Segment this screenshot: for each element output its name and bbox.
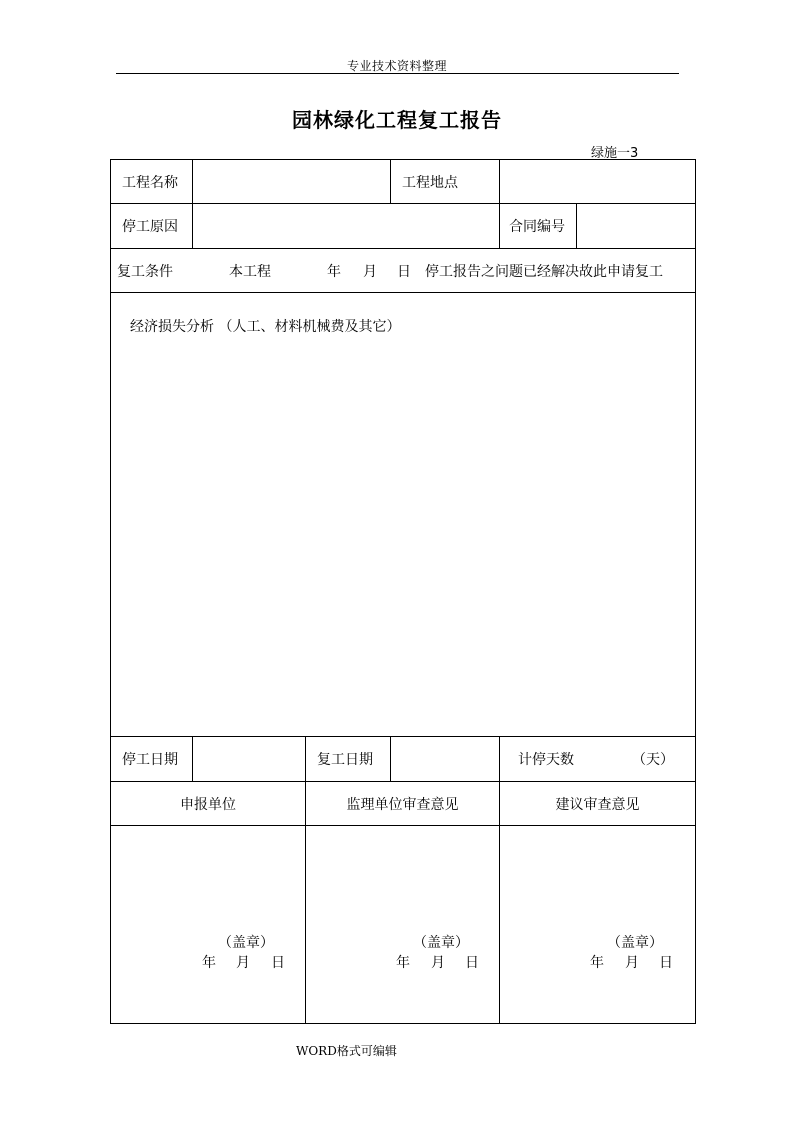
resume-date-label: 复工日期 (306, 737, 391, 782)
resume-condition-label: 复工条件 (117, 264, 173, 280)
supervision-day: 日 (465, 955, 479, 971)
stop-date-field[interactable] (193, 737, 306, 782)
resume-date-field[interactable] (391, 737, 500, 782)
suggested-day: 日 (659, 955, 673, 971)
stop-date-label: 停工日期 (111, 737, 193, 782)
row-loss-analysis (111, 293, 696, 737)
supervision-year: 年 (396, 955, 410, 971)
project-name-label: 工程名称 (111, 160, 193, 204)
resume-condition-year: 年 (327, 264, 341, 280)
document-title: 园林绿化工程复工报告 (292, 108, 502, 132)
suggested-month: 月 (625, 955, 639, 971)
this-project-text: 本工程 (229, 264, 271, 280)
project-name-field[interactable] (193, 160, 391, 204)
supervision-review-header: 监理单位审查意见 (306, 782, 500, 826)
applicant-year: 年 (202, 955, 216, 971)
suggested-seal: （盖章） (607, 935, 663, 951)
suggested-signature-cell[interactable] (500, 826, 696, 1024)
contract-no-field[interactable] (577, 204, 696, 249)
resume-condition-month: 月 (363, 264, 377, 280)
contract-no-label: 合同编号 (500, 204, 577, 249)
row-stop-reason (111, 204, 696, 249)
page-footer: WORD格式可编辑 (296, 1044, 397, 1058)
applicant-unit-header: 申报单位 (111, 782, 306, 826)
supervision-signature-cell[interactable] (306, 826, 500, 1024)
resume-report-form (110, 159, 696, 1024)
applicant-signature-cell[interactable] (111, 826, 306, 1024)
row-signatures (111, 826, 696, 1024)
stop-reason-label: 停工原因 (111, 204, 193, 249)
resume-condition-cell (111, 249, 696, 293)
row-signature-headers (111, 782, 696, 826)
applicant-seal: （盖章） (218, 935, 274, 951)
days-unit: （天） (632, 752, 674, 768)
page-header: 专业技术资料整理 (346, 59, 447, 73)
header-rule (116, 73, 679, 74)
resume-condition-day: 日 (397, 264, 411, 280)
row-dates (111, 737, 696, 782)
loss-analysis-cell[interactable] (111, 293, 696, 737)
loss-analysis-label: 经济损失分析 （人工、材料机械费及其它） (130, 319, 401, 335)
suggested-review-header: 建议审查意见 (500, 782, 696, 826)
supervision-month: 月 (431, 955, 445, 971)
project-location-field[interactable] (500, 160, 696, 204)
form-code: 绿施一3 (591, 146, 639, 161)
suggested-year: 年 (590, 955, 604, 971)
project-location-label: 工程地点 (391, 160, 500, 204)
resume-condition-statement: 停工报告之问题已经解决故此申请复工 (425, 264, 663, 280)
stop-days-label: 计停天数 (518, 752, 574, 768)
row-project-info (111, 160, 696, 204)
applicant-month: 月 (236, 955, 250, 971)
applicant-day: 日 (271, 955, 285, 971)
row-resume-condition (111, 249, 696, 293)
stop-reason-field[interactable] (193, 204, 500, 249)
stop-days-cell[interactable] (500, 737, 696, 782)
supervision-seal: （盖章） (413, 935, 469, 951)
